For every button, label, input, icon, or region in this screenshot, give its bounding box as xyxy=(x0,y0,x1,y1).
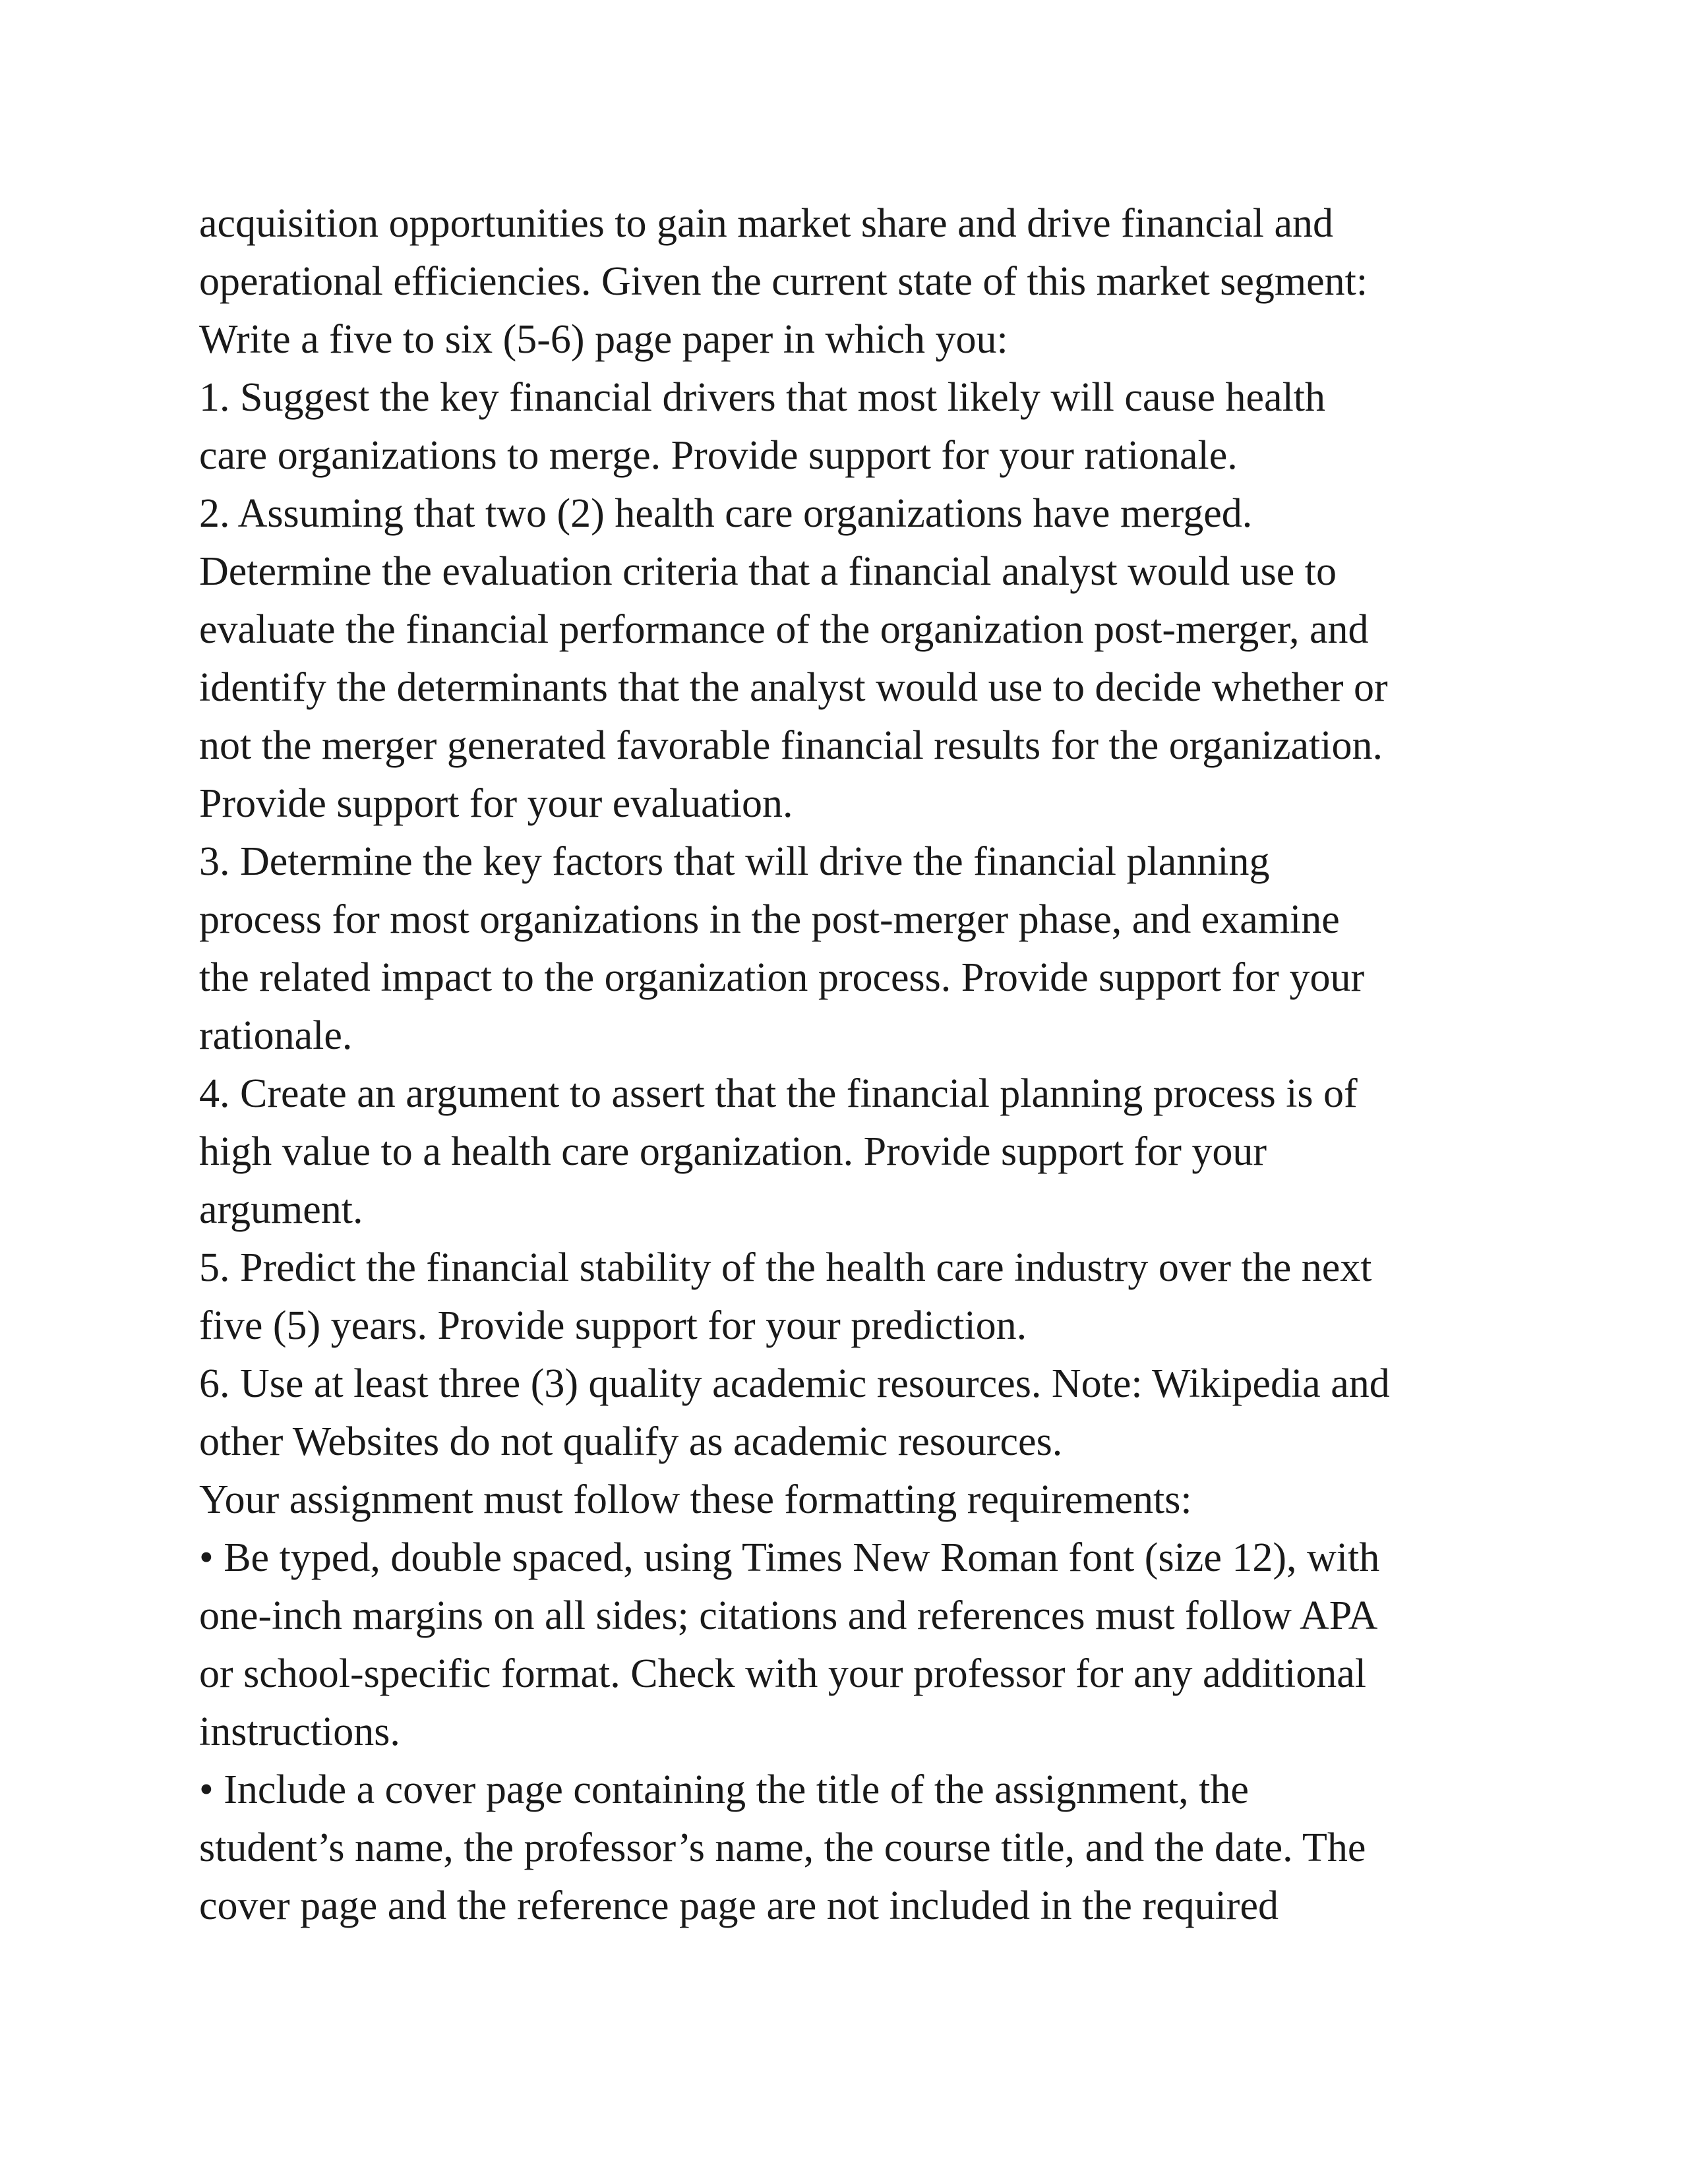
text-line: Your assignment must follow these formatting requirements: xyxy=(199,1477,1192,1522)
text-line: not the merger generated favorable financial results for the organization. xyxy=(199,723,1383,768)
text-line: evaluate the financial performance of the organization post-merger, and xyxy=(199,607,1369,652)
document-body xyxy=(199,194,1518,1935)
text-line: identify the determinants that the analyst would use to decide whether or xyxy=(199,665,1388,710)
text-line: Write a five to six (5-6) page paper in which you: xyxy=(199,317,1008,362)
text-line: student’s name, the professor’s name, the course title, and the date. The xyxy=(199,1825,1366,1870)
text-line: 2. Assuming that two (2) health care organizations have merged. xyxy=(199,491,1253,536)
text-line: 1. Suggest the key financial drivers that most likely will cause health xyxy=(199,375,1326,420)
text-line: cover page and the reference page are not included in the required xyxy=(199,1883,1279,1928)
text-line: 5. Predict the financial stability of the health care industry over the next xyxy=(199,1245,1372,1290)
text-line: or school-specific format. Check with your professor for any additional xyxy=(199,1651,1366,1696)
text-line: argument. xyxy=(199,1187,363,1232)
text-line: acquisition opportunities to gain market share and drive financial and xyxy=(199,201,1333,246)
text-line: Determine the evaluation criteria that a financial analyst would use to xyxy=(199,549,1337,594)
text-line: 6. Use at least three (3) quality academic resources. Note: Wikipedia and xyxy=(199,1361,1390,1406)
text-line: other Websites do not qualify as academic resources. xyxy=(199,1419,1063,1464)
text-line: • Include a cover page containing the title of the assignment, the xyxy=(199,1767,1249,1812)
text-line: the related impact to the organization process. Provide support for your xyxy=(199,955,1365,1000)
text-line: process for most organizations in the post-merger phase, and examine xyxy=(199,897,1340,942)
text-line: five (5) years. Provide support for your prediction. xyxy=(199,1303,1027,1348)
text-line: care organizations to merge. Provide support for your rationale. xyxy=(199,433,1238,478)
text-line: • Be typed, double spaced, using Times New Roman font (size 12), with xyxy=(199,1535,1380,1580)
text-line: high value to a health care organization. Provide support for your xyxy=(199,1129,1267,1174)
text-line: rationale. xyxy=(199,1013,353,1058)
text-line: operational efficiencies. Given the current state of this market segment: xyxy=(199,259,1368,304)
text-line: Provide support for your evaluation. xyxy=(199,781,793,826)
text-line: one-inch margins on all sides; citations and references must follow APA xyxy=(199,1593,1378,1638)
text-line: instructions. xyxy=(199,1709,400,1754)
text-line: 4. Create an argument to assert that the financial planning process is of xyxy=(199,1071,1358,1116)
text-line: 3. Determine the key factors that will drive the financial planning xyxy=(199,839,1270,884)
